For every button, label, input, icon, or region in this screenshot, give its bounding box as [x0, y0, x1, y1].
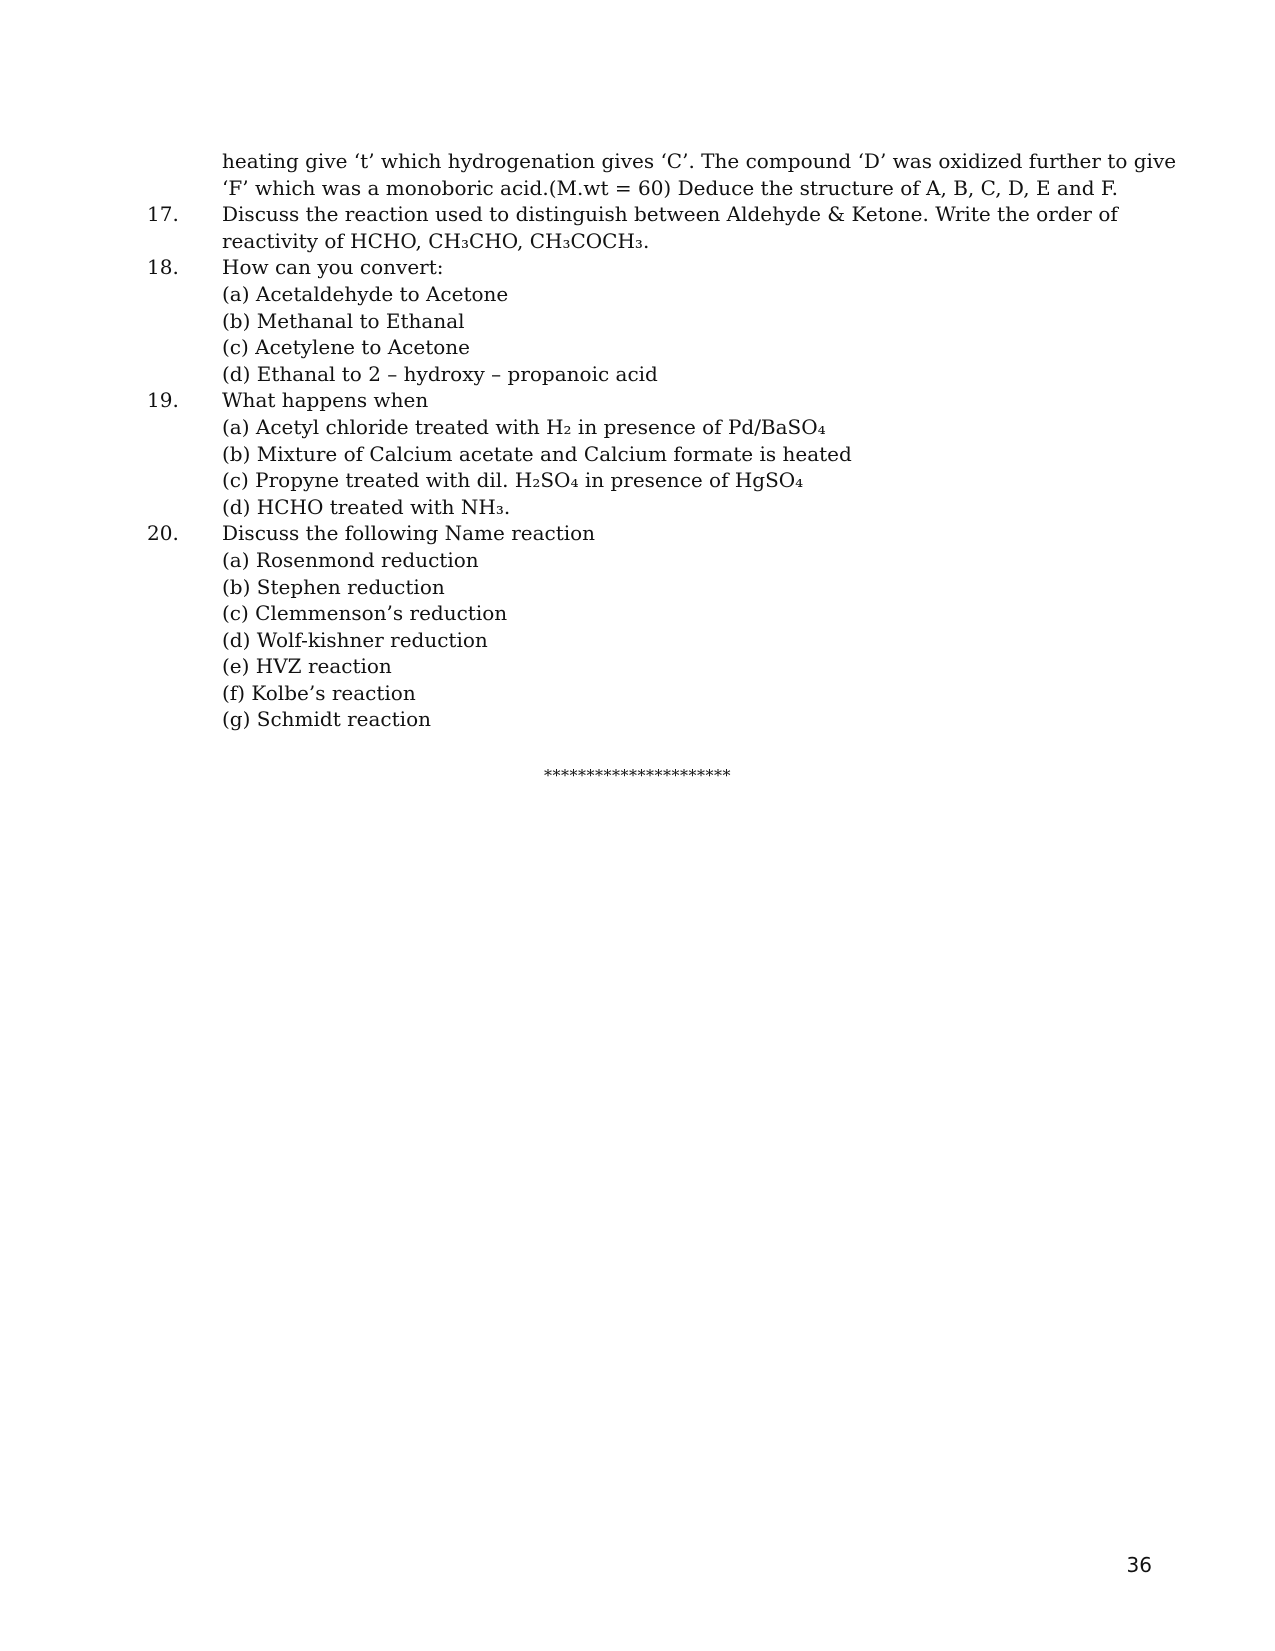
sub-item-text: (c) Acetylene to Acetone — [222, 335, 470, 360]
question-text: What happens when — [222, 388, 429, 413]
question-number: 20. — [147, 521, 179, 546]
sub-item-text: (c) Propyne treated with dil. H₂SO₄ in presence of HgSO₄ — [222, 468, 804, 493]
sub-item — [147, 414, 1147, 441]
sub-item — [147, 547, 1147, 574]
section-separator: ********************** — [544, 766, 731, 785]
sub-item — [147, 627, 1147, 654]
sub-item — [147, 281, 1147, 308]
sub-item — [147, 467, 1147, 494]
question-text: How can you convert: — [222, 255, 444, 280]
sub-item — [147, 361, 1147, 388]
sub-item-text: (e) HVZ reaction — [222, 654, 392, 679]
sub-item — [147, 441, 1147, 468]
page-number: 36 — [1126, 1553, 1152, 1577]
question-list — [147, 148, 1177, 733]
sub-item-text: (b) Stephen reduction — [222, 574, 445, 599]
sub-item — [147, 334, 1147, 361]
continuation-text: heating give ‘t’ which hydrogenation gives ‘C’. The compound ‘D’ was oxidized further to give — [222, 149, 1177, 173]
sub-item-text: (a) Acetaldehyde to Acetone — [222, 281, 509, 306]
question-20 — [147, 520, 1147, 547]
question-18 — [147, 254, 1147, 281]
question-number: 18. — [147, 255, 179, 280]
question-number: 19. — [147, 388, 179, 413]
sub-item-text: (d) Ethanal to 2 – hydroxy – propanoic acid — [222, 361, 658, 386]
question-19 — [147, 387, 1147, 414]
sub-item-text: (b) Methanal to Ethanal — [222, 308, 465, 333]
question-number: 17. — [147, 202, 179, 227]
sub-item — [147, 680, 1147, 707]
question-text: Discuss the following Name reaction — [222, 521, 596, 546]
question-text: Discuss the reaction used to distinguish between Aldehyde & Ketone. Write the order of — [222, 202, 1118, 227]
sub-item — [147, 706, 1147, 733]
sub-item-text: (a) Rosenmond reduction — [222, 547, 479, 572]
sub-item-text: (f) Kolbe’s reaction — [222, 680, 416, 705]
continuation-text: ‘F’ which was a monoboric acid.(M.wt = 60) Deduce the structure of A, B, C, D, E and F. — [222, 175, 1119, 200]
sub-item-text: (g) Schmidt reaction — [222, 707, 431, 732]
sub-item-text: (a) Acetyl chloride treated with H₂ in presence of Pd/BaSO₄ — [222, 414, 826, 439]
continuation-line — [147, 175, 1147, 202]
question-17 — [147, 201, 1147, 228]
sub-item-text: (d) Wolf-kishner reduction — [222, 627, 488, 652]
question-17-continuation — [147, 228, 1147, 255]
sub-item — [147, 574, 1147, 601]
sub-item — [147, 600, 1147, 627]
sub-item — [147, 494, 1147, 521]
sub-item — [147, 308, 1147, 335]
sub-item-text: (d) HCHO treated with NH₃. — [222, 494, 511, 519]
sub-item — [147, 653, 1147, 680]
sub-item-text: (c) Clemmenson’s reduction — [222, 601, 508, 626]
sub-item-text: (b) Mixture of Calcium acetate and Calcium formate is heated — [222, 441, 852, 466]
continuation-line — [147, 148, 1177, 175]
question-text: reactivity of HCHO, CH₃CHO, CH₃COCH₃. — [222, 228, 650, 253]
